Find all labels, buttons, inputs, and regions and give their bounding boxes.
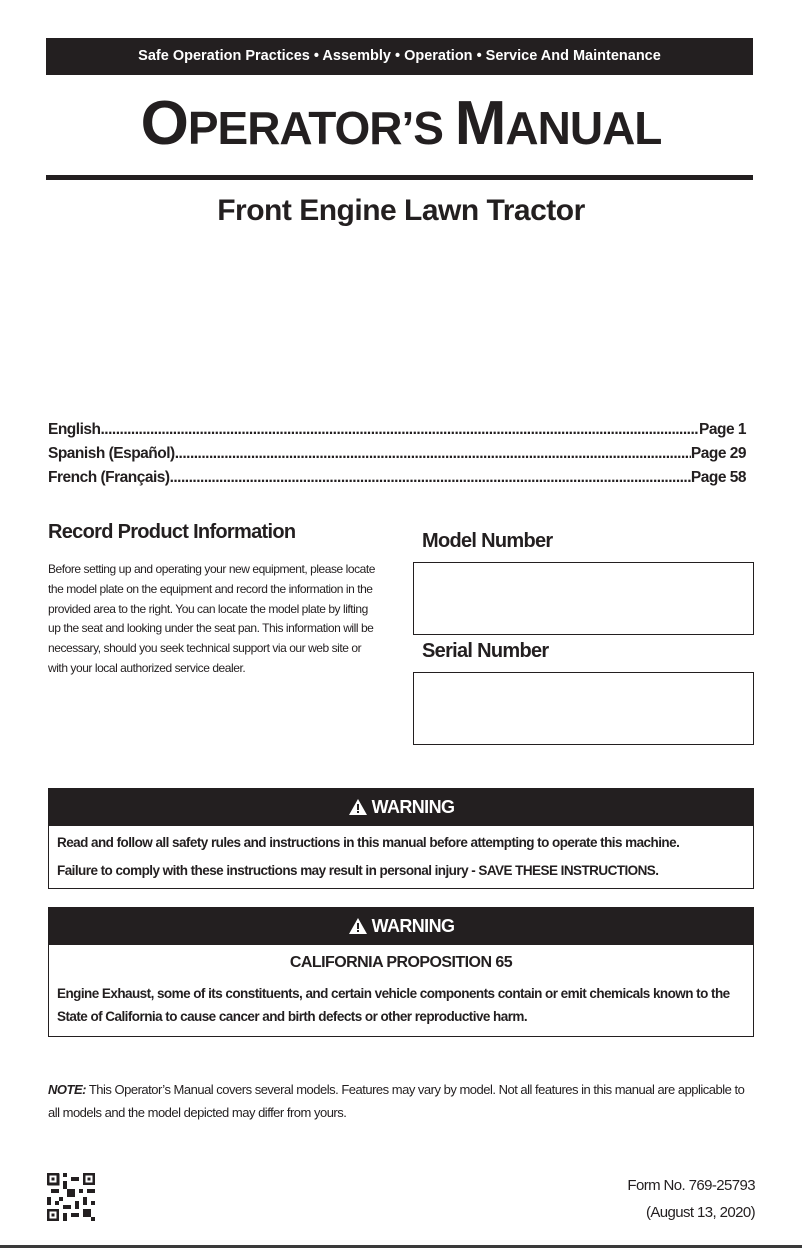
safety-warning-box: [48, 788, 754, 889]
warning-header: [49, 789, 753, 826]
model-number-label: Model Number: [422, 530, 553, 552]
toc-entry-spanish[interactable]: [48, 443, 746, 465]
qr-code[interactable]: [47, 1173, 95, 1221]
form-info: [627, 1172, 755, 1226]
warning-title: WARNING: [371, 797, 455, 817]
warning-line: Failure to comply with these instructions may result in personal injury - SAVE THESE INSTRUCTIONS.: [57, 863, 659, 878]
toc-label: Spanish (Español): [48, 445, 175, 462]
warning-triangle-icon: [348, 917, 368, 935]
title-part: O: [140, 89, 188, 158]
note-text: This Operator’s Manual covers several models. Features may vary by model. Not all features in this manual are applicable to all models and the model depicted may differ from yours.: [48, 1082, 745, 1120]
warning-triangle-icon: [348, 798, 368, 816]
toc-label: English: [48, 421, 101, 438]
model-number-field[interactable]: [413, 562, 754, 635]
toc-entry-french[interactable]: [48, 467, 746, 489]
prop65-title: CALIFORNIA PROPOSITION 65: [289, 954, 513, 971]
toc-page: Page 1: [699, 421, 746, 438]
title-part: M: [454, 89, 506, 158]
warning-title: WARNING: [371, 916, 455, 936]
form-date: (August 13, 2020): [645, 1204, 755, 1221]
toc-page: Page 58: [690, 469, 746, 486]
warning-header: [49, 908, 753, 945]
title-part: PERATOR’S: [187, 102, 455, 154]
record-instructions: Before setting up and operating your new equipment, please locate the model plate on the equipment and record the information in the provided area to the right. You can locate the model plate by lifting up the seat and looking under the seat pan. This information will be necessary, should you seek technical support via our web site or with your local authorized service dealer.: [48, 562, 375, 675]
warning-line: Read and follow all safety rules and instructions in this manual before attempting to operate this machine.: [57, 835, 680, 850]
prop65-warning-box: [48, 907, 754, 1037]
bottom-rule: [0, 1245, 802, 1248]
serial-number-field[interactable]: [413, 672, 754, 745]
topics-banner: Safe Operation Practices • Assembly • Operation • Service And Maintenance: [46, 38, 753, 75]
form-number: Form No. 769-25793: [627, 1177, 755, 1194]
note: [48, 1078, 748, 1124]
toc-page: Page 29: [690, 445, 746, 462]
title-part: ANUAL: [505, 102, 662, 154]
subtitle: Front Engine Lawn Tractor: [217, 194, 585, 227]
toc-label: French (Français): [48, 469, 170, 486]
prop65-text: Engine Exhaust, some of its constituents, and certain vehicle components contain or emit chemicals known to the State of California to cause cancer and birth defects or other reproductive harm.: [57, 986, 730, 1024]
divider: [46, 175, 753, 180]
serial-number-label: Serial Number: [422, 640, 549, 662]
note-label: NOTE:: [48, 1082, 86, 1097]
record-heading: Record Product Information: [48, 521, 296, 543]
page-title: [0, 88, 802, 159]
toc-entry-english[interactable]: [48, 419, 746, 441]
